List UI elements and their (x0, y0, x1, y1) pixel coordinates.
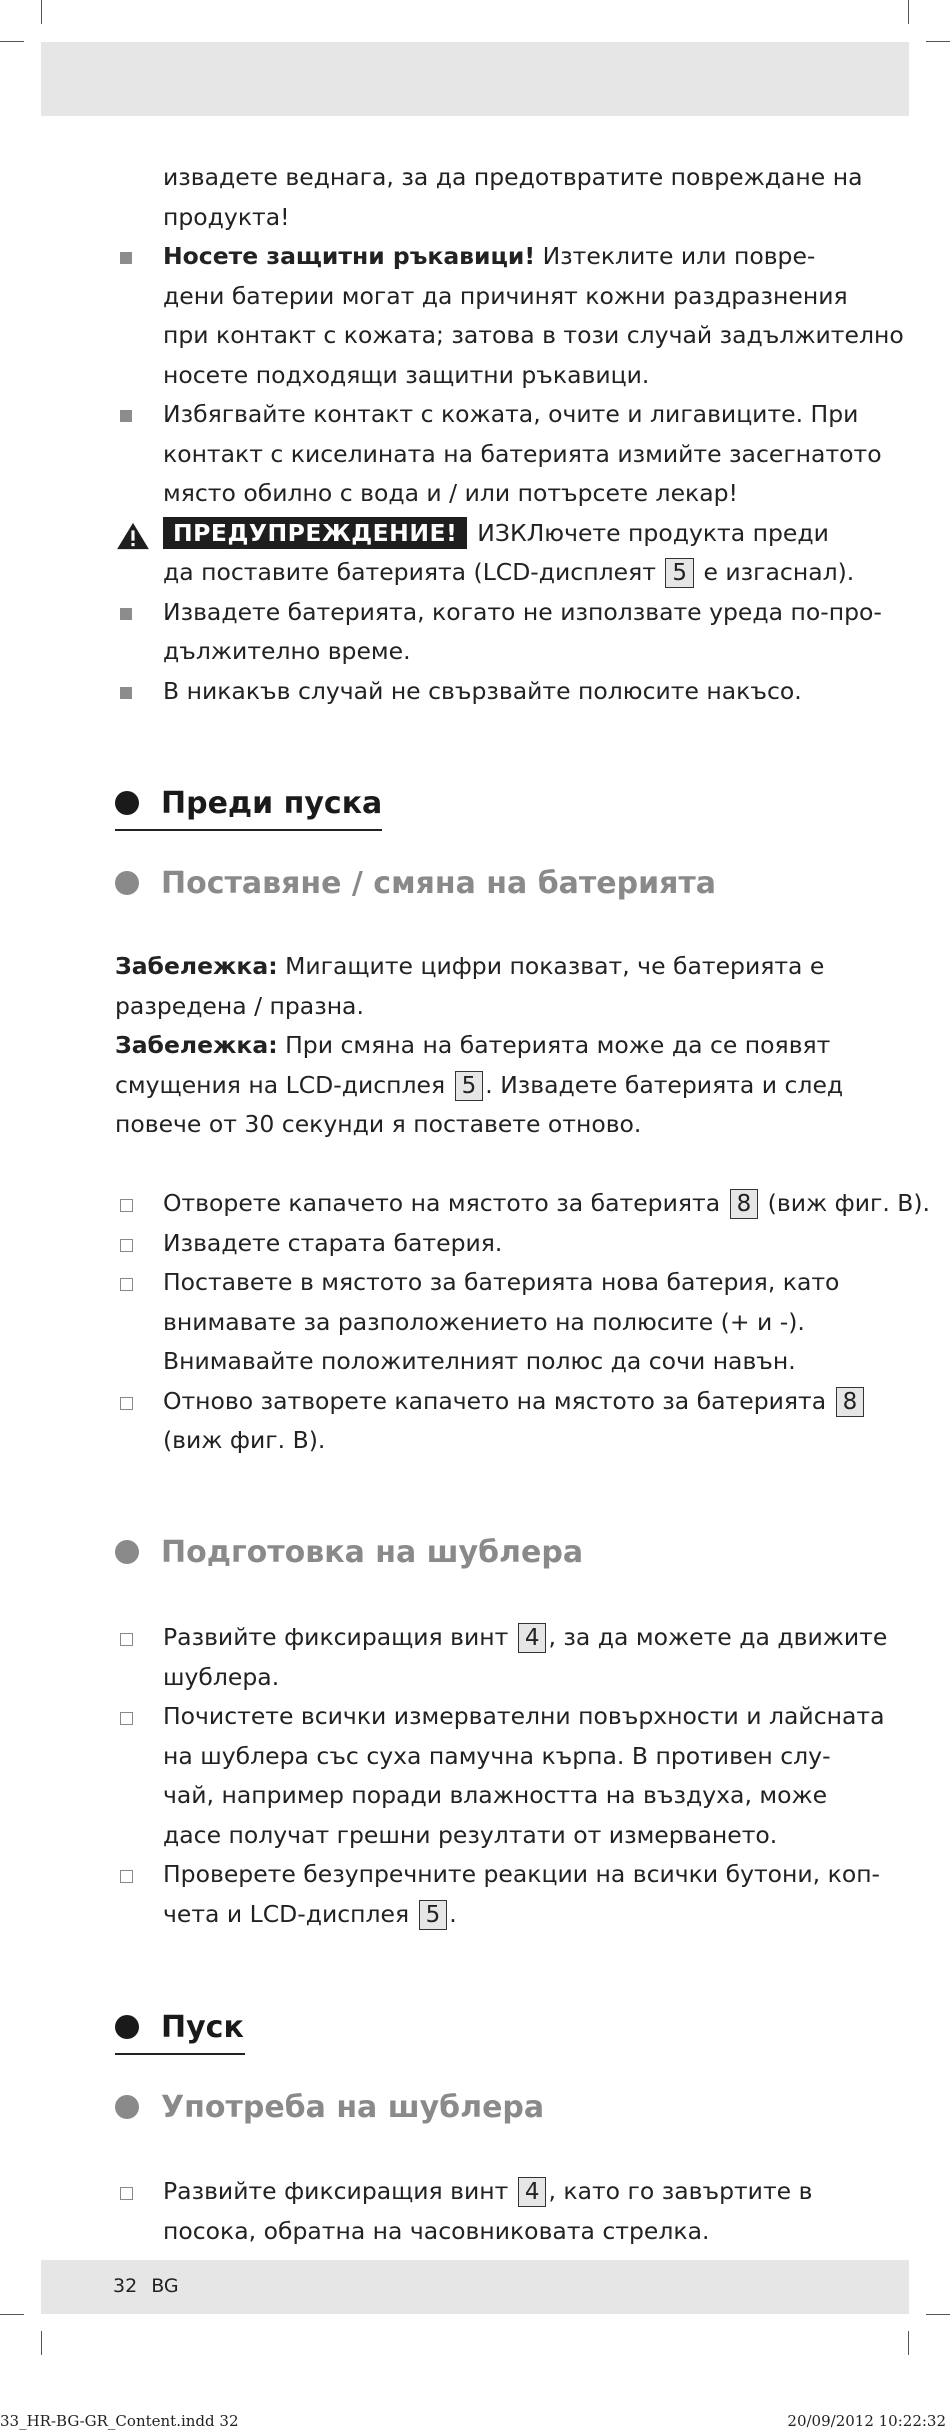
text-line: продукта! (163, 202, 290, 231)
checkbox-bullet-icon (120, 1239, 133, 1252)
crop-mark (41, 2331, 42, 2355)
crop-mark (908, 0, 909, 24)
heading-underline (115, 829, 382, 831)
list-item: Извадете батерията, когато не използвате уреда по-про- дължително време. (115, 593, 841, 672)
prep-steps (115, 1618, 888, 1934)
list-item: Носете защитни ръкавици! Изтеклите или повре- дени батерии могат да причинят кожни раздразнения при контакт с кожата; затова в този случай задължително носете подходящи защитни ръкавици. (115, 237, 841, 395)
warning-label: ПРЕДУПРЕЖДЕНИЕ! (163, 517, 467, 549)
battery-steps (115, 1184, 931, 1461)
bullet-dot-icon (115, 2095, 139, 2119)
crop-mark (0, 41, 24, 42)
warning-triangle-icon (115, 522, 151, 550)
list-item: Извадете старата батерия. (115, 1224, 841, 1264)
crop-mark (41, 0, 42, 24)
reference-number: 4 (518, 2177, 547, 2207)
text-line: извадете веднага, за да предотвратите повреждане на (163, 163, 863, 191)
square-bullet-icon (120, 252, 132, 264)
page-footer (113, 2275, 179, 2297)
list-item: Развийте фиксиращия винт 4 , като го завъртите в посока, обратна на часовниковата стрелка. (115, 2172, 841, 2251)
reference-number: 4 (518, 1623, 547, 1653)
checkbox-bullet-icon (120, 1199, 133, 1212)
bullet-dot-icon (115, 791, 139, 815)
reference-number: 8 (836, 1387, 865, 1417)
checkbox-bullet-icon (120, 1278, 133, 1291)
reference-number: 5 (419, 1900, 448, 1930)
page-number: 32 (113, 2275, 138, 2297)
use-steps (115, 2172, 841, 2251)
checkbox-bullet-icon (120, 1397, 133, 1410)
bullet-dot-icon (115, 1540, 139, 1564)
checkbox-bullet-icon (120, 1870, 133, 1883)
gloves-warning-bold: Носете защитни ръкавици! (163, 242, 536, 270)
square-bullet-icon (120, 608, 132, 620)
square-bullet-icon (120, 410, 132, 422)
list-item: Избягвайте контакт с кожата, очите и лигавиците. При контакт с киселината на батерията измийте засегнатото място обилно с вода и / или потърсете лекар! (115, 395, 841, 514)
note-label: Забележка: (115, 1031, 278, 1059)
square-bullet-icon (120, 687, 132, 699)
warning-item: ПРЕДУПРЕЖДЕНИЕ! ИЗКЛючете продукта преди да поставите батерията (LCD-дисплеят 5 е изгаснал). (115, 514, 841, 593)
subsection-heading: Поставяне / смяна на батерията (115, 866, 716, 901)
file-slug: 33_HR-BG-GR_Content.indd 32 (0, 2412, 239, 2430)
notes-block: Забележка: Мигащите цифри показват, че батерията е разредена / празна. Забележка: При смяна на батерията може да се появят смущения на LCD-дисплея 5 . Извадете батерията и след повече от 30 секунди я поставете отново. (115, 952, 844, 1138)
reference-number: 5 (665, 558, 694, 588)
subsection-heading: Подготовка на шублера (115, 1535, 583, 1570)
list-item: Развийте фиксиращия винт 4 , за да можете да движите шублера. (115, 1618, 841, 1697)
header-band (41, 42, 909, 116)
crop-mark (926, 2314, 950, 2315)
language-code: BG (151, 2275, 179, 2297)
safety-section (115, 158, 904, 711)
section-heading: Пуск (115, 2010, 244, 2045)
list-item: Отворете капачето на мястото за батерията 8 (виж фиг. B). (115, 1184, 841, 1224)
reference-number: 8 (730, 1189, 759, 1219)
list-item: Поставете в мястото за батерията нова батерия, като внимавате за разположението на полюсите (+ и -). Внимавайте положителният полюс да сочи навън. (115, 1263, 841, 1382)
crop-mark (0, 2314, 24, 2315)
checkbox-bullet-icon (120, 2187, 133, 2200)
heading-underline (115, 2053, 245, 2055)
subsection-heading: Употреба на шублера (115, 2090, 544, 2125)
bullet-dot-icon (115, 871, 139, 895)
crop-mark (926, 41, 950, 42)
list-item: Проверете безупречните реакции на всички бутони, коп- чета и LCD-дисплея 5 . (115, 1855, 841, 1934)
note-label: Забележка: (115, 952, 278, 980)
checkbox-bullet-icon (120, 1633, 133, 1646)
checkbox-bullet-icon (120, 1712, 133, 1725)
list-item: Отново затворете капачето на мястото за батерията 8 (виж фиг. B). (115, 1382, 841, 1461)
crop-mark (908, 2331, 909, 2355)
reference-number: 5 (455, 1071, 484, 1101)
bullet-dot-icon (115, 2015, 139, 2039)
list-item: Почистете всички измервателни повърхности и лайсната на шублера със суха памучна кърпа. В противен слу- чай, например поради влажността на въздуха, може дасе получат грешни резултати от измерването. (115, 1697, 841, 1855)
section-heading: Преди пуска (115, 786, 382, 821)
list-item: В никакъв случай не свързвайте полюсите накъсо. (115, 672, 841, 712)
timestamp-slug: 20/09/2012 10:22:32 (787, 2412, 946, 2430)
